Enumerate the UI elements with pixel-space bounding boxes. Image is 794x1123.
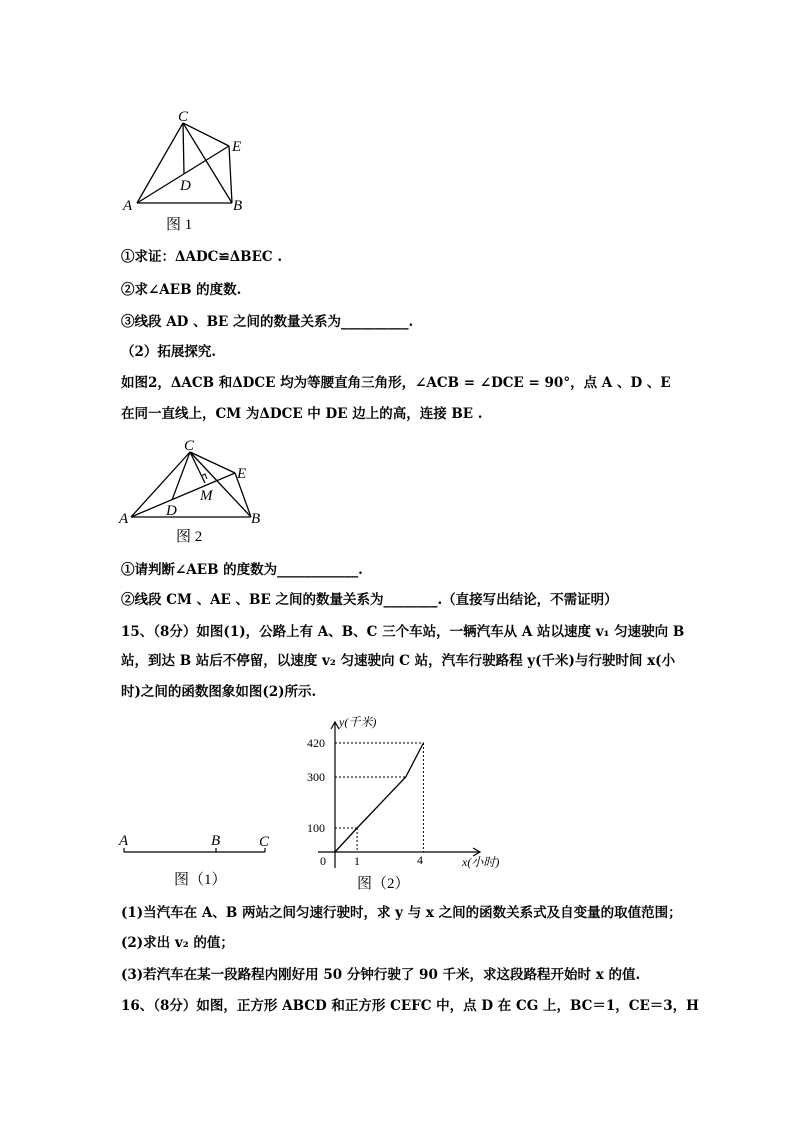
part1-q2: ②求∠AEB 的度数.: [121, 282, 242, 298]
problem15-line2: 站，到达 B 站后不停留，以速度 v₂ 匀速驶向 C 站，汽车行驶路程 y(千米)与行驶时间 x(小: [121, 653, 676, 669]
y-tick-label: 420: [307, 736, 325, 750]
x-axis-arrow-icon: [473, 848, 480, 856]
seg-AE: [137, 146, 229, 203]
figure-2-caption: 图 2: [176, 529, 203, 545]
part2-heading: （2）拓展探究.: [121, 344, 217, 360]
problem15-sub2: (2)求出 v₂ 的值；: [121, 935, 234, 951]
seg-CB: [183, 123, 232, 203]
data-point: [334, 851, 335, 852]
label-A: A: [123, 198, 133, 214]
x-axis-label: x(小时): [462, 855, 500, 869]
part2-q2: ②线段 CM 、AE 、BE 之间的数量关系为________.（直接写出结论，不需证明）: [121, 592, 618, 608]
x-tick-label: 1: [354, 854, 360, 868]
label-B: B: [251, 511, 261, 527]
seg-CB: [190, 452, 251, 517]
y-axis-arrow-icon: [331, 722, 339, 729]
part2-desc2: 在同一直线上，CM 为ΔDCE 中 DE 边上的高，连接 BE .: [121, 406, 483, 422]
part1-q3: ③线段 AD 、BE 之间的数量关系为__________.: [121, 314, 414, 330]
problem15-sub3: (3)若汽车在某一段路程内刚好用 50 分钟行驶了 90 千米，求这段路程开始时 x 的值.: [121, 967, 641, 983]
station-C: C: [259, 834, 270, 850]
label-C: C: [178, 109, 189, 125]
seg-CD: [172, 452, 190, 500]
label-B: B: [233, 198, 243, 214]
series-line: [335, 743, 423, 852]
y-tick-label: 300: [307, 770, 325, 784]
part2-q1: ①请判断∠AEB 的度数为____________.: [121, 562, 363, 578]
distance-time-chart: [307, 715, 499, 869]
data-point: [357, 827, 358, 828]
problem16-line1: 16、（8分）如图，正方形 ABCD 和正方形 CEFC 中，点 D 在 CG 上，BC＝1，CE＝3，H: [121, 998, 699, 1014]
right-angle-mark: [201, 474, 207, 479]
label-A: A: [119, 511, 129, 527]
seg-CD: [183, 123, 184, 174]
label-M: M: [200, 488, 213, 504]
label-E: E: [237, 466, 247, 482]
label-E: E: [232, 139, 242, 155]
label-D: D: [180, 178, 191, 194]
seg-AE: [131, 473, 235, 517]
seg-CM: [190, 452, 205, 483]
seg-CE: [190, 452, 235, 473]
origin-label: 0: [320, 854, 326, 868]
part1-q1: ①求证：ΔADC≌ΔBEC .: [121, 249, 283, 265]
figure-1-caption: 图 1: [166, 217, 193, 233]
fig-2-caption: 图（2）: [357, 876, 410, 892]
y-axis-label: y(千米): [339, 715, 377, 729]
station-A: A: [119, 833, 129, 849]
x-tick-label: 4: [417, 853, 423, 867]
station-B: B: [211, 833, 221, 849]
y-tick-label: 100: [307, 821, 325, 835]
seg-AC: [137, 123, 183, 203]
seg-CE: [183, 123, 229, 146]
label-D: D: [166, 503, 177, 519]
problem15-line3: 时)之间的函数图象如图(2)所示.: [121, 684, 317, 700]
problem15-sub1: (1)当汽车在 A、B 两站之间匀速行驶时，求 y 与 x 之间的函数关系式及自变量的取值范围；: [121, 905, 682, 921]
seg-AC: [131, 452, 190, 517]
fig-1-caption: 图（1）: [174, 872, 227, 888]
problem15-line1: 15、（8分）如图(1)，公路上有 A、B、C 三个车站，一辆汽车从 A 站以速度 v₁ 匀速驶向 B: [121, 624, 685, 640]
seg-EB: [235, 473, 251, 517]
part2-desc1: 如图2，ΔACB 和ΔDCE 均为等腰直角三角形，∠ACB = ∠DCE = 90°，点 A 、D 、E: [121, 375, 671, 391]
data-point: [405, 776, 406, 777]
data-point: [423, 742, 424, 743]
label-C: C: [184, 438, 195, 454]
seg-EB: [229, 146, 232, 203]
